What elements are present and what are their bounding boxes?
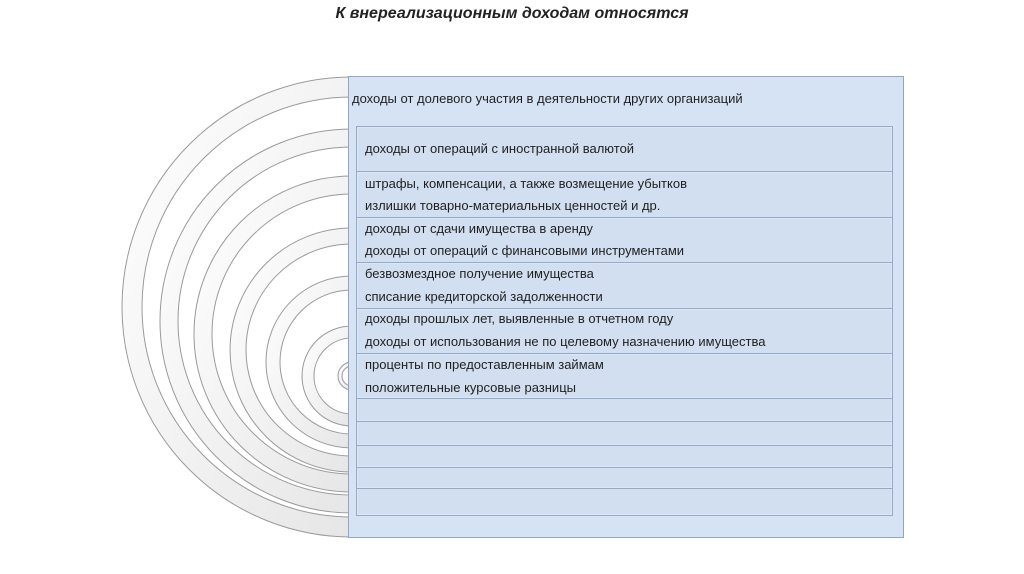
item-free-property: безвозмездное получение имущества	[365, 266, 594, 281]
item-exchange-differences: положительные курсовые разницы	[365, 380, 576, 395]
item-payables-writeoff: списание кредиторской задолженности	[365, 289, 603, 304]
item-prior-years-income: доходы прошлых лет, выявленные в отчетном году	[365, 311, 674, 326]
page-title: К внереализационным доходам относятся	[335, 5, 689, 22]
item-rent-income: доходы от сдачи имущества в аренду	[365, 221, 593, 236]
item-surplus-inventory: излишки товарно-материальных ценностей и др.	[365, 198, 661, 213]
item-fines-compensation: штрафы, компенсации, а также возмещение убытков	[365, 176, 687, 191]
item-loan-interest: проценты по предоставленным займам	[365, 357, 604, 372]
arc-ring-6	[302, 326, 352, 426]
item-financial-instruments: доходы от операций с финансовыми инструментами	[365, 243, 685, 258]
outer-item-text: доходы от долевого участия в деятельности других организаций	[352, 91, 743, 106]
item-foreign-currency: доходы от операций с иностранной валютой	[365, 141, 635, 156]
item-misuse-property: доходы от использования не по целевому назначению имущества	[365, 334, 766, 349]
